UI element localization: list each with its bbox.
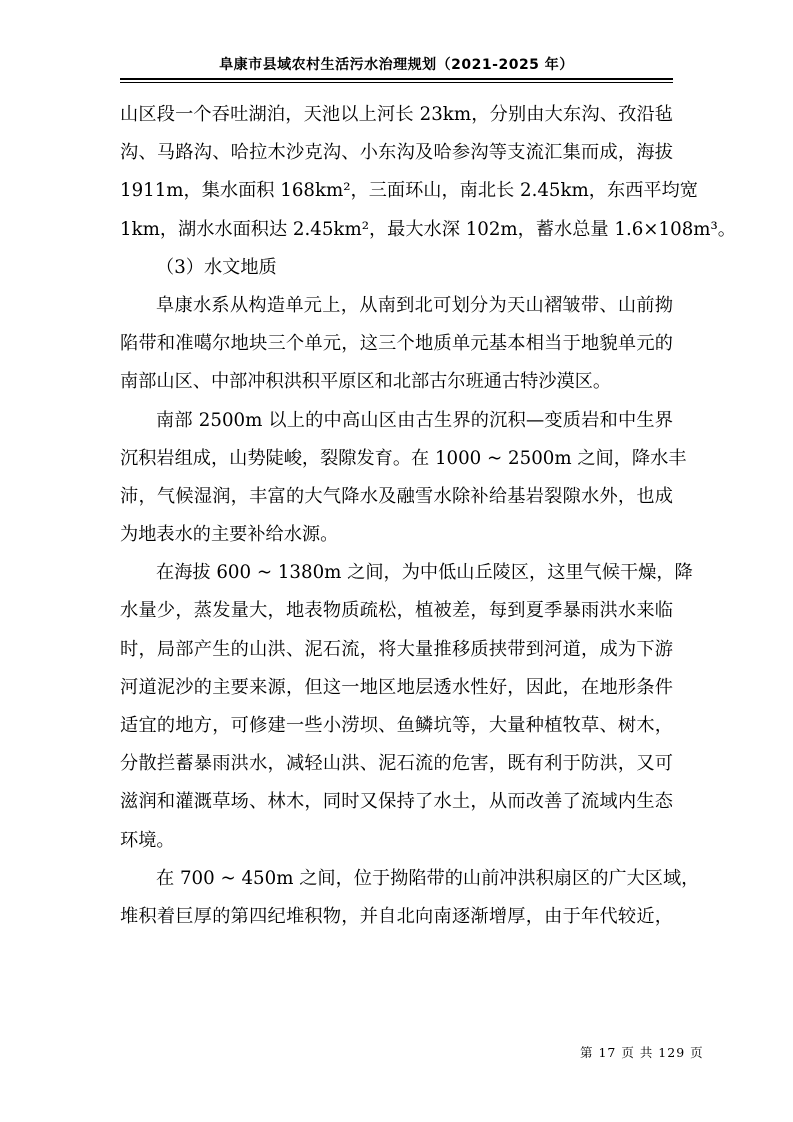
text-line: 适宜的地方，可修建一些小涝坝、鱼鳞坑等，大量种植牧草、树木， (120, 715, 673, 736)
text-line: 环境。 (120, 829, 175, 851)
text-line: 滋润和灌溉草场、林木，同时又保持了水土，从而改善了流域内生态 (120, 791, 673, 813)
text-line: 为地表水的主要补给水源。 (120, 524, 339, 546)
text-line: 沉积岩组成，山势陡峻，裂隙发育。在 1000 ~ 2500m 之间，降水丰 (120, 447, 687, 469)
text-line: 山区段一个吞吐湖泊，天池以上河长 23km，分别由大东沟、孜沿毡 (120, 104, 673, 125)
text-line: 在 700 ~ 450m 之间，位于拗陷带的山前冲洪积扇区的广大区域， (156, 867, 700, 889)
section-heading: （3）水文地质 (156, 256, 277, 278)
text-line: 陷带和准噶尔地块三个单元，这三个地质单元基本相当于地貌单元的 (120, 333, 673, 355)
text-line: 分散拦蓄暴雨洪水，减轻山洪、泥石流的危害，既有利于防洪，又可 (120, 753, 673, 775)
text-line: 时，局部产生的山洪、泥石流，将大量推移质挟带到河道，成为下游 (120, 638, 673, 660)
text-line: 沛，气候湿润，丰富的大气降水及融雪水除补给基岩裂隙水外，也成 (120, 485, 673, 507)
text-line: 阜康水系从构造单元上，从南到北可划分为天山褶皱带、山前拗 (156, 294, 673, 316)
text-line: 水量少，蒸发量大，地表物质疏松，植被差，每到夏季暴雨洪水来临 (120, 600, 673, 622)
text-line: 1km，湖水水面积达 2.45km²，最大水深 102m，蓄水总量 1.6×108m³。 (120, 218, 736, 240)
text-line: 堆积着巨厚的第四纪堆积物，并自北向南逐渐增厚，由于年代较近， (120, 905, 673, 927)
text-line: 南部 2500m 以上的中高山区由古生界的沉积—变质岩和中生界 (156, 409, 673, 431)
text-line: 南部山区、中部冲积洪积平原区和北部古尔班通古特沙漠区。 (120, 371, 612, 393)
text-line: 沟、马路沟、哈拉木沙克沟、小东沟及哈参沟等支流汇集而成，海拔 (120, 142, 673, 164)
header-rule-thick (120, 78, 673, 80)
text-line: 河道泥沙的主要来源，但这一地区地层透水性好，因此，在地形条件 (120, 676, 673, 698)
header-rule-thin (120, 82, 673, 83)
text-line: 1911m，集水面积 168km²，三面环山，南北长 2.45km，东西平均宽 (120, 180, 698, 202)
text-line: 在海拔 600 ~ 1380m 之间，为中低山丘陵区，这里气候干燥，降 (156, 562, 693, 584)
page-number: 第 17 页 共 129 页 (580, 1045, 704, 1060)
body-text (120, 96, 736, 936)
running-header: 阜康市县域农村生活污水治理规划（2021-2025 年） (219, 57, 574, 73)
